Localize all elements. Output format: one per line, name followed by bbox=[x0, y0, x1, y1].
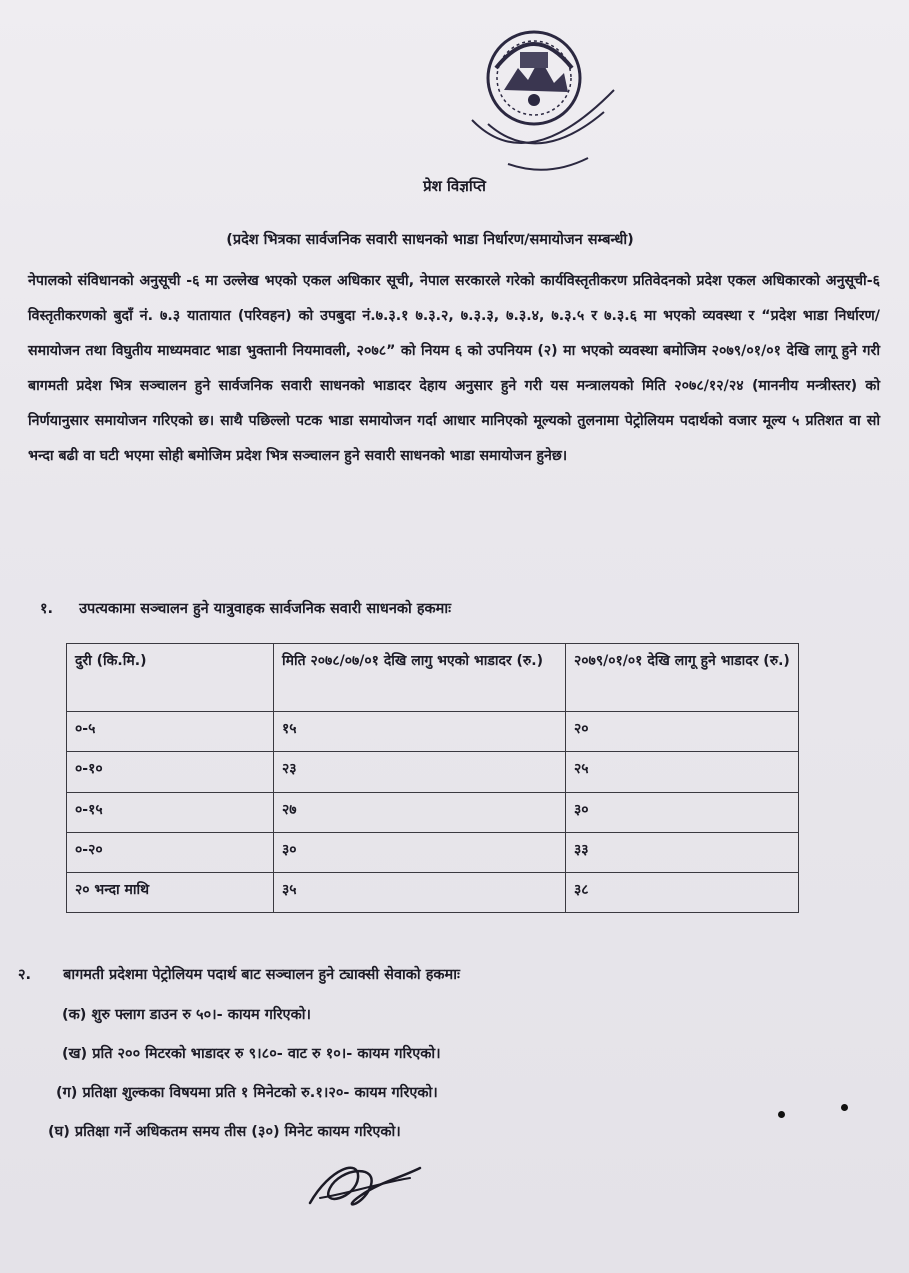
signature-icon bbox=[300, 1148, 430, 1218]
cell-new-rate: ३३ bbox=[566, 832, 799, 872]
section-2-heading bbox=[18, 964, 460, 984]
item-text: प्रतिक्षा शुल्कका विषयमा प्रति १ मिनेटको रु.१।२०- कायम गरिएको। bbox=[82, 1085, 438, 1101]
cell-distance: ०-५ bbox=[67, 712, 274, 752]
government-seal-icon bbox=[448, 28, 628, 178]
cell-old-rate: १५ bbox=[274, 712, 566, 752]
table-row bbox=[67, 872, 799, 912]
notice-subtitle: (प्रदेश भित्रका सार्वजनिक सवारी साधनको भाडा निर्धारण/समायोजन सम्बन्धी) bbox=[226, 232, 634, 248]
header-new-rate: २०७९/०१/०१ देखि लागू हुने भाडादर (रु.) bbox=[566, 644, 799, 712]
cell-new-rate: २० bbox=[566, 712, 799, 752]
table-row bbox=[67, 752, 799, 792]
cell-distance: ०-१० bbox=[67, 752, 274, 792]
fare-table bbox=[66, 643, 799, 913]
cell-new-rate: ३० bbox=[566, 792, 799, 832]
cell-distance: ०-१५ bbox=[67, 792, 274, 832]
cell-new-rate: ३८ bbox=[566, 872, 799, 912]
table-row bbox=[67, 832, 799, 872]
header-distance: दुरी (कि.मि.) bbox=[67, 644, 274, 712]
cell-old-rate: ३० bbox=[274, 832, 566, 872]
item-marker: (घ) bbox=[48, 1124, 70, 1140]
table-row bbox=[67, 712, 799, 752]
list-item bbox=[48, 1121, 401, 1141]
cell-old-rate: २७ bbox=[274, 792, 566, 832]
list-item bbox=[62, 1004, 311, 1024]
item-marker: (क) bbox=[62, 1007, 87, 1023]
item-text: प्रतिक्षा गर्ने अधिकतम समय तीस (३०) मिनेट कायम गरिएको। bbox=[74, 1124, 401, 1140]
cell-distance: ०-२० bbox=[67, 832, 274, 872]
notice-body: नेपालको संविधानको अनुसूची -६ मा उल्लेख भएको एकल अधिकार सूची, नेपाल सरकारले गरेको कार्यविस्तृतीकरण प्रतिवेदनको प्रदेश एकल अधिकारको अनुसूची-६ विस्तृतीकरणको बुदाँ नं. ७.३ यातायात (परिवहन) को उपबुदा नं.७.३.१ ७.३.२, ७.३.३, ७.३.४, ७.३.५ र ७.३.६ मा भएको व्यवस्था र “प्रदेश भाडा निर्धारण/समायोजन तथा विघुतीय माध्यमवाट भाडा भुक्तानी नियमावली, २०७८” को नियम ६ को उपनियम (२) मा भएको व्यवस्था बमोजिम २०७९/०१/०१ देखि लागू हुने गरी बागमती प्रदेश भित्र सञ्चालन हुने सार्वजनिक सवारी साधनको भाडादर देहाय अनुसार हुने गरी यस मन्त्रालयको मिति २०७८/१२/२४ (माननीय मन्त्रीस्तर) को निर्णयानुसार समायोजन गरिएको छ। साथै पछिल्लो पटक भाडा समायोजन गर्दा आधार मानिएको मूल्यको तुलनामा पेट्रोलियम पदार्थको वजार मूल्य ५ प्रतिशत वा सो भन्दा बढी वा घटी भएमा सोही बमोजिम प्रदेश भित्र सञ्चालन हुने सवारी साधनको भाडा समायोजन हुनेछ। bbox=[28, 273, 880, 464]
section-number: १. bbox=[40, 601, 54, 617]
header-old-rate: मिति २०७८/०७/०१ देखि लागु भएको भाडादर (रु.) bbox=[274, 644, 566, 712]
table-row bbox=[67, 792, 799, 832]
ink-dot bbox=[841, 1104, 848, 1111]
cell-old-rate: ३५ bbox=[274, 872, 566, 912]
cell-distance: २० भन्दा माथि bbox=[67, 872, 274, 912]
cell-new-rate: २५ bbox=[566, 752, 799, 792]
ink-dot bbox=[778, 1111, 785, 1118]
item-marker: (ग) bbox=[56, 1085, 78, 1101]
section-heading-text: बागमती प्रदेशमा पेट्रोलियम पदार्थ बाट सञ्चालन हुने ट्याक्सी सेवाको हकमाः bbox=[63, 967, 460, 983]
section-1-heading bbox=[40, 598, 451, 618]
item-marker: (ख) bbox=[62, 1046, 88, 1062]
section-number: २. bbox=[18, 967, 32, 983]
item-text: प्रति २०० मिटरको भाडादर रु ९।८०- वाट रु १०।- कायम गरिएको। bbox=[92, 1046, 441, 1062]
section-heading-text: उपत्यकामा सञ्चालन हुने यात्रुवाहक सार्वजनिक सवारी साधनको हकमाः bbox=[79, 601, 452, 617]
list-item bbox=[62, 1043, 441, 1063]
list-item bbox=[56, 1082, 438, 1102]
table-header-row bbox=[67, 644, 799, 712]
cell-old-rate: २३ bbox=[274, 752, 566, 792]
item-text: शुरु फ्लाग डाउन रु ५०।- कायम गरिएको। bbox=[91, 1007, 311, 1023]
notice-title: प्रेश विज्ञप्ति bbox=[423, 177, 486, 195]
